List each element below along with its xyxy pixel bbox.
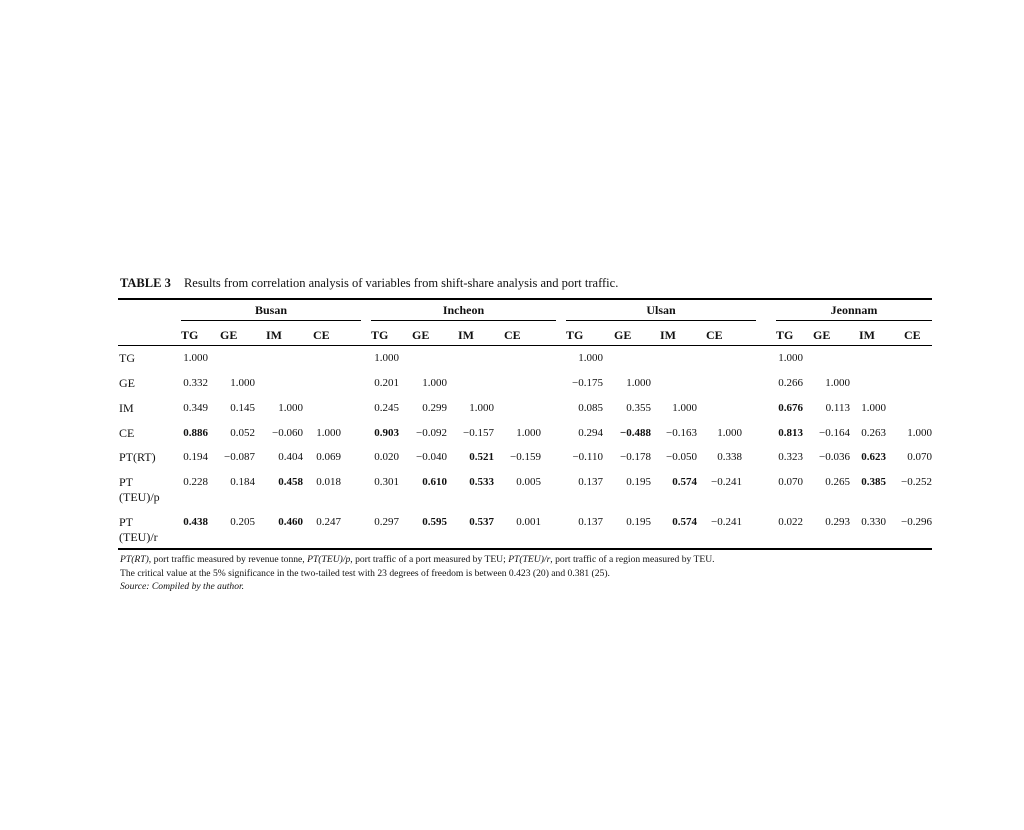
column-header-im: IM (266, 328, 282, 342)
source-note: Source: Compiled by the author. (120, 581, 245, 592)
column-header-tg: TG (371, 328, 389, 342)
table-cell: 0.137 (578, 476, 603, 488)
table-cell: 0.330 (861, 516, 886, 528)
table-cell: 1.000 (316, 427, 341, 439)
group-underline (371, 320, 556, 321)
column-header-ge: GE (813, 328, 831, 342)
group-header-busan: Busan (254, 303, 288, 317)
column-header-tg: TG (181, 328, 199, 342)
table-cell: 0.247 (316, 516, 341, 528)
table-cell: 0.332 (183, 377, 208, 389)
table-cell: 0.137 (578, 516, 603, 528)
table-cell: 0.195 (626, 476, 651, 488)
column-header-tg: TG (776, 328, 794, 342)
table-cell: −0.252 (901, 476, 932, 488)
abbreviation-text: , port traffic of a region measured by TEU. (550, 554, 715, 565)
column-header-im: IM (458, 328, 474, 342)
table-cell: −0.110 (572, 451, 603, 463)
table-cell: 0.301 (374, 476, 399, 488)
group-underline (181, 320, 361, 321)
table-cell: −0.488 (619, 427, 651, 439)
table-cell: 0.263 (861, 427, 886, 439)
table-cell: 1.000 (778, 352, 803, 364)
abbreviation-note (120, 553, 715, 567)
table-notes (120, 553, 715, 594)
column-header-ge: GE (220, 328, 238, 342)
table-cell: −0.164 (819, 427, 850, 439)
top-rule (118, 298, 932, 300)
table-cell: 0.349 (183, 402, 208, 414)
table-cell: 0.145 (230, 402, 255, 414)
table-cell: 1.000 (516, 427, 541, 439)
table-cell: 0.595 (422, 516, 447, 528)
table-cell: 0.813 (778, 427, 803, 439)
table-cell: 0.070 (778, 476, 803, 488)
group-header-incheon: Incheon (442, 303, 485, 317)
table-cell: 1.000 (183, 352, 208, 364)
table-cell: −0.159 (510, 451, 541, 463)
table-cell: 0.438 (183, 516, 208, 528)
row-label: CE (119, 426, 135, 440)
column-header-im: IM (660, 328, 676, 342)
table-cell: 0.022 (778, 516, 803, 528)
table-cell: 1.000 (861, 402, 886, 414)
table-cell: 1.000 (825, 377, 850, 389)
table-cell: −0.157 (463, 427, 494, 439)
table-cell: 0.293 (825, 516, 850, 528)
table-cell: 0.533 (469, 476, 494, 488)
table-cell: −0.175 (572, 377, 603, 389)
table-cell: 0.458 (278, 476, 303, 488)
table-cell: −0.060 (272, 427, 303, 439)
table-cell: 0.228 (183, 476, 208, 488)
row-label: GE (119, 376, 135, 390)
table-cell: 0.323 (778, 451, 803, 463)
table-cell: 0.265 (825, 476, 850, 488)
table-cell: 0.294 (578, 427, 603, 439)
table-cell: 0.069 (316, 451, 341, 463)
group-underline (776, 320, 932, 321)
table-cell: 0.018 (316, 476, 341, 488)
table-cell: 1.000 (626, 377, 651, 389)
table-cell: 0.355 (626, 402, 651, 414)
group-header-ulsan: Ulsan (646, 303, 676, 317)
table-cell: −0.050 (666, 451, 697, 463)
table-cell: 0.070 (907, 451, 932, 463)
table-cell: 0.299 (422, 402, 447, 414)
table-cell: 0.205 (230, 516, 255, 528)
column-header-ce: CE (904, 328, 921, 342)
bottom-rule (118, 548, 932, 550)
table-cell: −0.241 (711, 516, 742, 528)
table-cell: 1.000 (278, 402, 303, 414)
table-cell: −0.241 (711, 476, 742, 488)
table-cell: 0.201 (374, 377, 399, 389)
row-label: TG (119, 351, 135, 365)
abbreviation-term: PT(TEU)/r (508, 554, 551, 565)
abbreviation-text: , port traffic measured by revenue tonne, (148, 554, 308, 565)
group-header-jeonnam: Jeonnam (830, 303, 878, 317)
table-cell: 0.574 (672, 476, 697, 488)
table-cell: 1.000 (374, 352, 399, 364)
table-cell: 0.266 (778, 377, 803, 389)
table-label: TABLE 3 (120, 276, 171, 290)
column-header-ce: CE (313, 328, 330, 342)
table-cell: 0.610 (422, 476, 447, 488)
table-cell: 0.537 (469, 516, 494, 528)
table-cell: 1.000 (717, 427, 742, 439)
table-cell: 0.521 (469, 451, 494, 463)
table-cell: −0.178 (620, 451, 651, 463)
table-cell: 0.245 (374, 402, 399, 414)
table-cell: 0.338 (717, 451, 742, 463)
table-cell: 0.184 (230, 476, 255, 488)
column-header-im: IM (859, 328, 875, 342)
table-cell: 0.297 (374, 516, 399, 528)
critical-value-note: The critical value at the 5% significance in the two-tailed test with 23 degrees of freedom is between 0.423 (20) and 0.381 (25). (120, 567, 610, 579)
table-cell: −0.163 (666, 427, 697, 439)
table-cell: 0.460 (278, 516, 303, 528)
table-cell: −0.296 (901, 516, 932, 528)
column-header-tg: TG (566, 328, 584, 342)
table-cell: −0.036 (819, 451, 850, 463)
table-cell: 0.052 (230, 427, 255, 439)
table-cell: 0.385 (861, 476, 886, 488)
abbreviation-text: , port traffic of a port measured by TEU; (350, 554, 509, 565)
table-cell: 1.000 (469, 402, 494, 414)
table-cell: 1.000 (230, 377, 255, 389)
abbreviation-term: PT(TEU)/p (307, 554, 351, 565)
abbreviation-term: PT(RT) (120, 554, 149, 565)
table-cell: 1.000 (907, 427, 932, 439)
table-cell: −0.087 (224, 451, 255, 463)
table-cell: −0.092 (416, 427, 447, 439)
table-caption (120, 276, 618, 291)
table-title: Results from correlation analysis of variables from shift-share analysis and port traffic. (183, 276, 619, 290)
table-cell: 1.000 (422, 377, 447, 389)
column-header-ce: CE (504, 328, 521, 342)
row-label: PT(RT) (119, 450, 156, 464)
table-cell: 1.000 (578, 352, 603, 364)
table-cell: 0.194 (183, 451, 208, 463)
table-cell: 0.574 (672, 516, 697, 528)
table-cell: 0.676 (778, 402, 803, 414)
table-cell: −0.040 (416, 451, 447, 463)
table-cell: 0.886 (183, 427, 208, 439)
column-header-ge: GE (614, 328, 632, 342)
table-cell: 0.113 (825, 402, 850, 414)
table-cell: 0.195 (626, 516, 651, 528)
table-cell: 0.005 (516, 476, 541, 488)
header-rule (118, 345, 932, 346)
table-cell: 0.404 (278, 451, 303, 463)
column-header-ge: GE (412, 328, 430, 342)
table-cell: 0.085 (578, 402, 603, 414)
table-cell: 0.001 (516, 516, 541, 528)
column-header-ce: CE (706, 328, 723, 342)
row-label: PT (TEU)/r (119, 515, 158, 544)
table-cell: 0.903 (374, 427, 399, 439)
table-cell: 0.623 (861, 451, 886, 463)
row-label: PT (TEU)/p (119, 475, 160, 504)
row-label: IM (119, 401, 134, 415)
table-cell: 0.020 (374, 451, 399, 463)
table-cell: 1.000 (672, 402, 697, 414)
group-underline (566, 320, 756, 321)
